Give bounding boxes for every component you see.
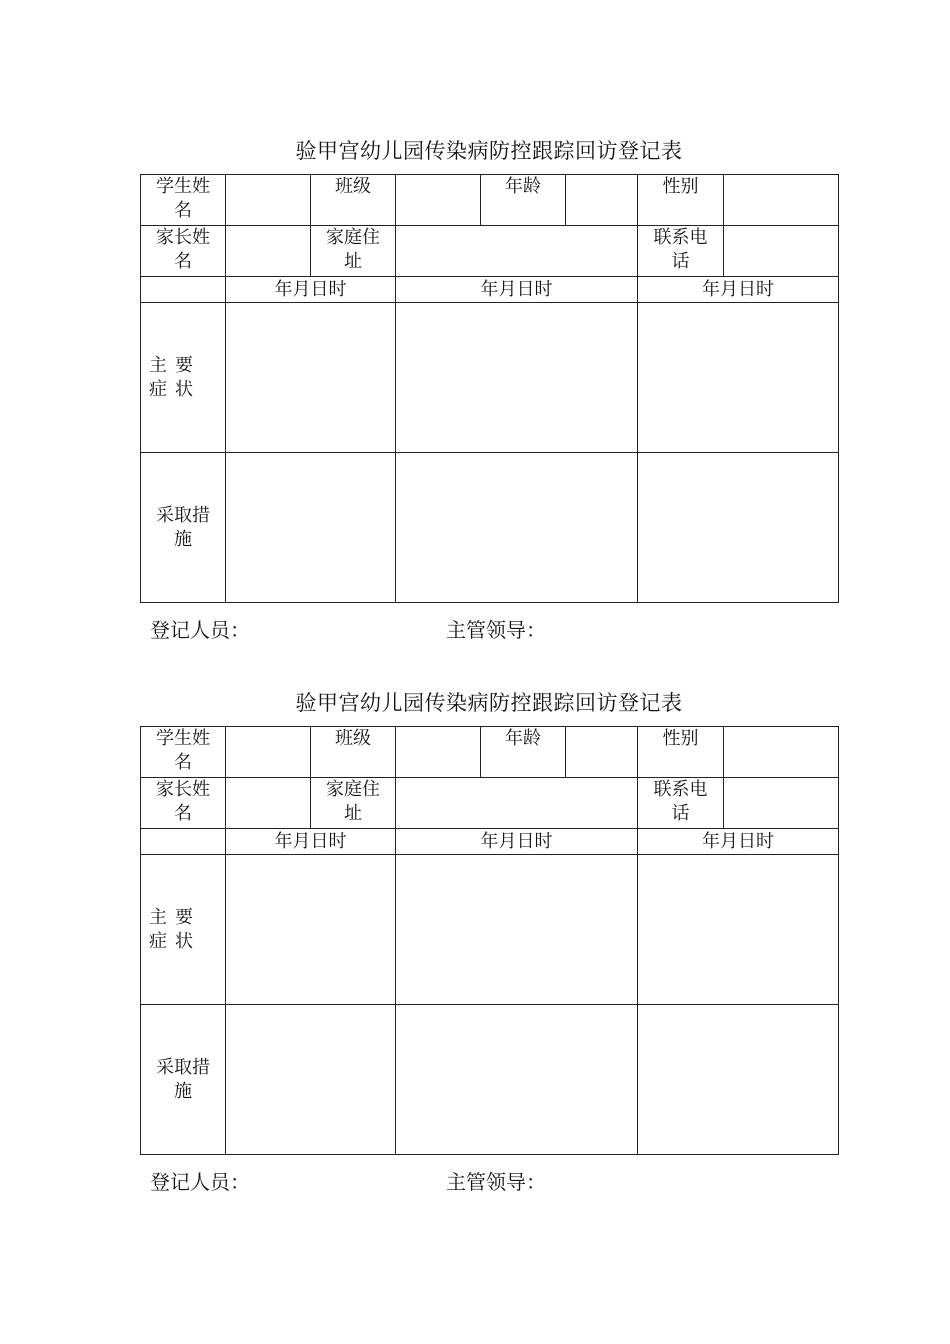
symptoms-row: [141, 303, 839, 453]
class-cell[interactable]: [396, 175, 481, 226]
student-name-cell[interactable]: [226, 727, 311, 778]
measures-cell-3[interactable]: [638, 1005, 839, 1155]
symptoms-row: [141, 855, 839, 1005]
time-header-2: 年月日时: [396, 277, 638, 303]
student-name-cell[interactable]: [226, 175, 311, 226]
symptoms-cell-2[interactable]: [396, 303, 638, 453]
home-address-cell[interactable]: [396, 778, 638, 829]
measures-cell-2[interactable]: [396, 453, 638, 603]
parent-name-cell[interactable]: [226, 226, 311, 277]
time-header-blank: [141, 829, 226, 855]
main-symptoms-label: 主要症状: [141, 855, 226, 1005]
time-header-row: [141, 829, 839, 855]
symptoms-cell-3[interactable]: [638, 303, 839, 453]
home-address-cell[interactable]: [396, 226, 638, 277]
time-header-3: 年月日时: [638, 829, 839, 855]
parent-info-row: [141, 778, 839, 829]
parent-name-label: 家长姓名: [141, 778, 226, 829]
age-label: 年龄: [481, 175, 566, 226]
parent-name-label: 家长姓名: [141, 226, 226, 277]
time-header-blank: [141, 277, 226, 303]
age-cell[interactable]: [566, 727, 638, 778]
gender-label: 性别: [638, 175, 724, 226]
form-title: 验甲宫幼儿园传染病防控跟踪回访登记表: [295, 139, 683, 163]
measures-cell-3[interactable]: [638, 453, 839, 603]
symptoms-cell-2[interactable]: [396, 855, 638, 1005]
class-label: 班级: [311, 175, 396, 226]
time-header-row: [141, 277, 839, 303]
main-symptoms-label: 主要症状: [141, 303, 226, 453]
contact-phone-label: 联系电话: [638, 226, 724, 277]
registrar-label: 登记人员：: [150, 1170, 250, 1194]
symptoms-cell-1[interactable]: [226, 303, 396, 453]
home-address-label: 家庭住址: [311, 226, 396, 277]
registration-table: [140, 726, 839, 1155]
measures-cell-1[interactable]: [226, 453, 396, 603]
student-info-row: [141, 727, 839, 778]
age-cell[interactable]: [566, 175, 638, 226]
parent-name-cell[interactable]: [226, 778, 311, 829]
class-cell[interactable]: [396, 727, 481, 778]
form-footer: [150, 1166, 546, 1195]
form-footer: [150, 614, 546, 643]
measures-taken-label: 采取措施: [141, 453, 226, 603]
form-title: 验甲宫幼儿园传染病防控跟踪回访登记表: [295, 691, 683, 715]
student-name-label: 学生姓名: [141, 175, 226, 226]
student-name-label: 学生姓名: [141, 727, 226, 778]
supervisor-label: 主管领导：: [446, 618, 546, 642]
contact-phone-label: 联系电话: [638, 778, 724, 829]
time-header-1: 年月日时: [226, 277, 396, 303]
measures-row: [141, 453, 839, 603]
gender-label: 性别: [638, 727, 724, 778]
gender-cell[interactable]: [724, 175, 839, 226]
measures-cell-1[interactable]: [226, 1005, 396, 1155]
time-header-2: 年月日时: [396, 829, 638, 855]
contact-phone-cell[interactable]: [724, 226, 839, 277]
measures-row: [141, 1005, 839, 1155]
symptoms-cell-1[interactable]: [226, 855, 396, 1005]
registrar-label: 登记人员：: [150, 618, 250, 642]
supervisor-label: 主管领导：: [446, 1170, 546, 1194]
gender-cell[interactable]: [724, 727, 839, 778]
age-label: 年龄: [481, 727, 566, 778]
class-label: 班级: [311, 727, 396, 778]
home-address-label: 家庭住址: [311, 778, 396, 829]
registration-table: [140, 174, 839, 603]
symptoms-cell-3[interactable]: [638, 855, 839, 1005]
measures-taken-label: 采取措施: [141, 1005, 226, 1155]
time-header-1: 年月日时: [226, 829, 396, 855]
parent-info-row: [141, 226, 839, 277]
time-header-3: 年月日时: [638, 277, 839, 303]
measures-cell-2[interactable]: [396, 1005, 638, 1155]
contact-phone-cell[interactable]: [724, 778, 839, 829]
student-info-row: [141, 175, 839, 226]
